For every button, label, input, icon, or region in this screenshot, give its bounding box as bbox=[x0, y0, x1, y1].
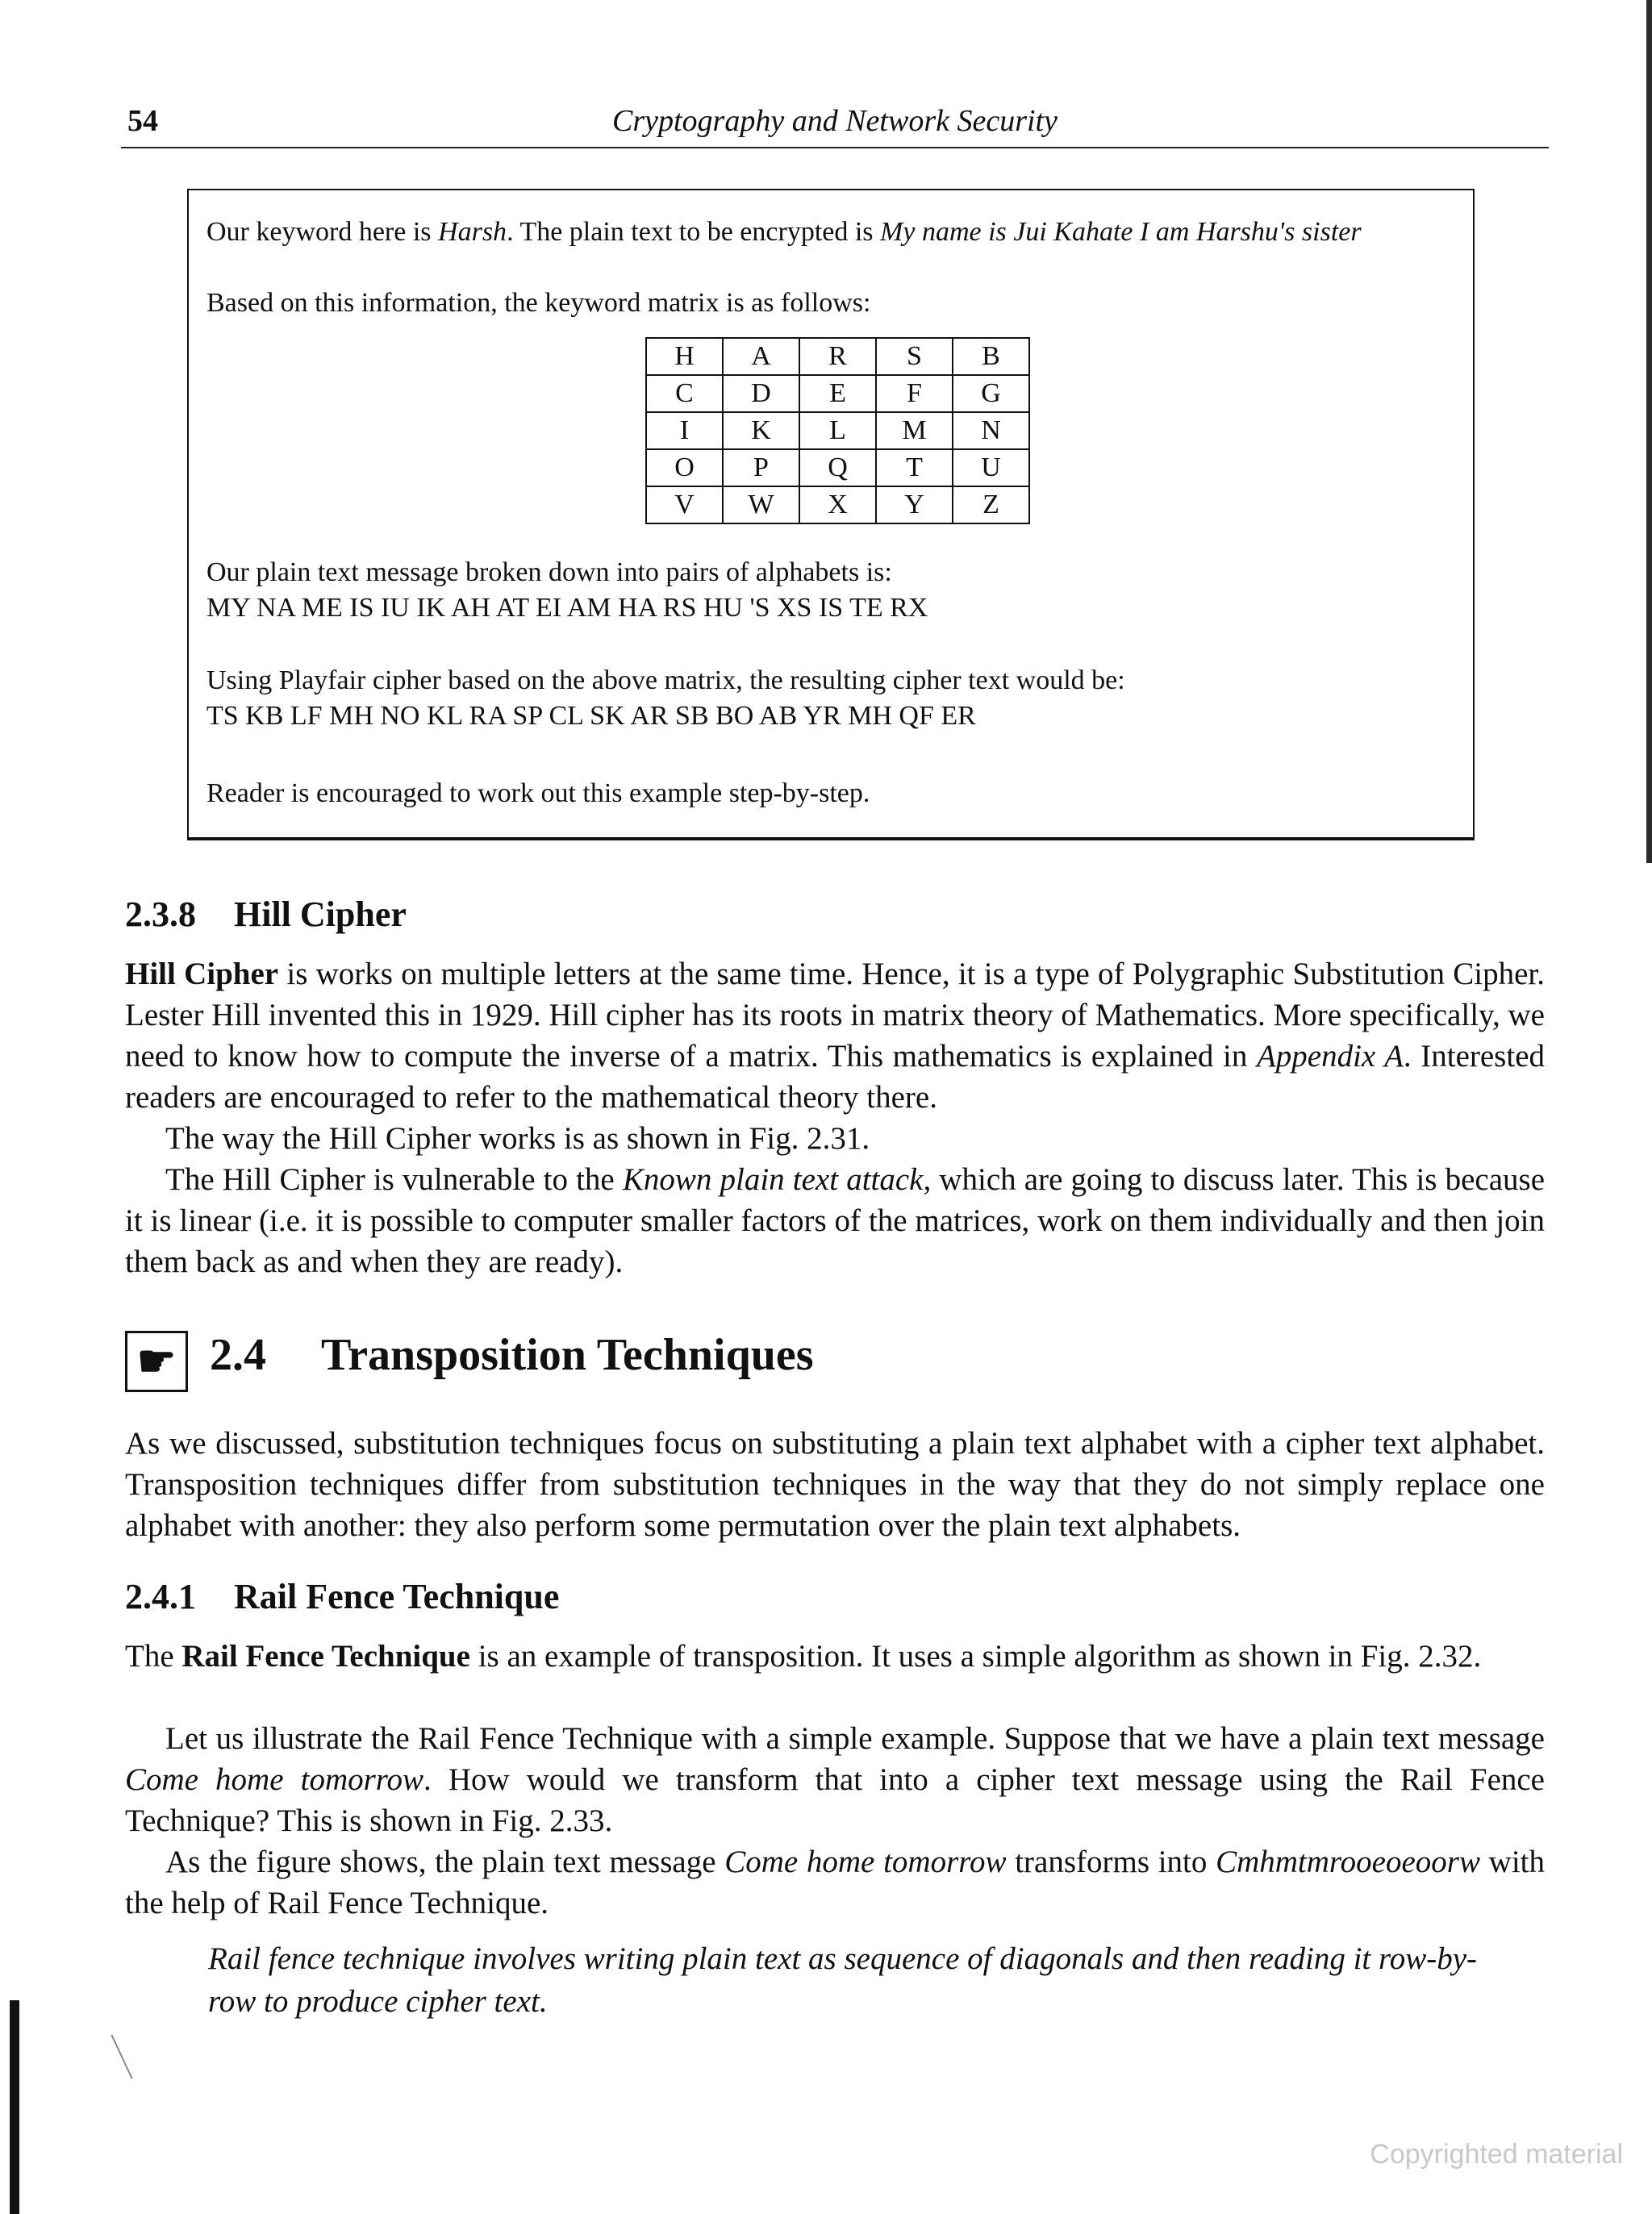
matrix-cell: P bbox=[723, 449, 799, 486]
matrix-cell: Y bbox=[876, 486, 953, 523]
scan-edge-right bbox=[1646, 0, 1652, 863]
hill-paragraph-3: The Hill Cipher is vulnerable to the Known plain text attack, which are going to discuss later. This is because it is linear (i.e. it is possible to computer smaller factors of the matrices, work on them individually and then join them back as and when they are ready). bbox=[125, 1162, 1546, 1279]
page-number: 54 bbox=[127, 104, 158, 138]
matrix-cell: Q bbox=[799, 449, 876, 486]
matrix-cell: G bbox=[953, 375, 1029, 412]
matrix-intro: Based on this information, the keyword matrix is as follows: bbox=[206, 288, 871, 318]
matrix-cell: S bbox=[876, 338, 953, 375]
matrix-cell: C bbox=[646, 375, 723, 412]
matrix-cell: X bbox=[799, 486, 876, 523]
copyright-watermark: Copyrighted material bbox=[1370, 2139, 1623, 2170]
matrix-row bbox=[646, 412, 1029, 449]
matrix-cell: H bbox=[646, 338, 723, 375]
matrix-cell: A bbox=[723, 338, 799, 375]
pairs-intro: Our plain text message broken down into pairs of alphabets is: bbox=[206, 557, 892, 587]
matrix-cell: D bbox=[723, 375, 799, 412]
matrix-cell: E bbox=[799, 375, 876, 412]
matrix-cell: L bbox=[799, 412, 876, 449]
matrix-cell: W bbox=[723, 486, 799, 523]
cipher-intro: Using Playfair cipher based on the above matrix, the resulting cipher text would be: bbox=[206, 665, 1125, 695]
matrix-cell: F bbox=[876, 375, 953, 412]
rail-fence-summary-note: Rail fence technique involves writing plain text as sequence of diagonals and then reading it row-by-row to produce cipher text. bbox=[208, 1941, 1478, 2019]
keyword-line: Our keyword here is Harsh. The plain text to be encrypted is My name is Jui Kahate I am Harshu's sister bbox=[206, 217, 1362, 247]
matrix-cell: K bbox=[723, 412, 799, 449]
playfair-example-box bbox=[187, 189, 1475, 840]
rail-paragraph-3: As the figure shows, the plain text message Come home tomorrow transforms into Cmhmtmrooeoeoorw with the help of Rail Fence Technique. bbox=[125, 1845, 1546, 1920]
hand-pointer-icon: ☛ bbox=[125, 1331, 188, 1392]
rail-paragraph-2: Let us illustrate the Rail Fence Technique with a simple example. Suppose that we have a plain text message Come home tomorrow. How would we transform that into a cipher text message using the Rail Fence Technique? This is shown in Fig. 2.33. bbox=[125, 1721, 1545, 1838]
plain-text-example: My name is Jui Kahate I am Harshu's sister bbox=[880, 217, 1362, 247]
cipher-text-pairs: TS KB LF MH NO KL RA SP CL SK AR SB BO AB YR MH QF ER bbox=[206, 701, 976, 731]
rail-paragraph-1: The Rail Fence Technique is an example of transposition. It uses a simple algorithm as shown in Fig. 2.32. bbox=[125, 1639, 1482, 1674]
section-heading-rail-fence: 2.4.1 Rail Fence Technique bbox=[125, 1577, 560, 1616]
hill-paragraph-2: The way the Hill Cipher works is as shown in Fig. 2.31. bbox=[165, 1121, 870, 1156]
matrix-cell: U bbox=[953, 449, 1029, 486]
matrix-cell: V bbox=[646, 486, 723, 523]
matrix-cell: I bbox=[646, 412, 723, 449]
matrix-row bbox=[646, 375, 1029, 412]
hill-paragraph-1: Hill Cipher is works on multiple letters at the same time. Hence, it is a type of Polygraphic Substitution Cipher. Lester Hill invented this in 1929. Hill cipher has its roots in matrix theory of Mathematics. More specifically, we need to know how to compute the inverse of a matrix. This mathematics is explained in Appendix A. Interested readers are encouraged to refer to the mathematical theory there. bbox=[125, 957, 1546, 1115]
matrix-cell: B bbox=[953, 338, 1029, 375]
scan-stray-mark bbox=[111, 2034, 132, 2078]
matrix-row bbox=[646, 338, 1029, 375]
matrix-cell: M bbox=[876, 412, 953, 449]
keyword-matrix bbox=[645, 337, 1030, 524]
book-title: Cryptography and Network Security bbox=[612, 104, 1058, 138]
matrix-cell: O bbox=[646, 449, 723, 486]
matrix-row bbox=[646, 449, 1029, 486]
matrix-cell: R bbox=[799, 338, 876, 375]
closing-note: Reader is encouraged to work out this example step-by-step. bbox=[206, 778, 870, 808]
scan-edge-left bbox=[10, 2000, 19, 2214]
matrix-cell: T bbox=[876, 449, 953, 486]
keyword: Harsh bbox=[438, 217, 507, 247]
matrix-cell: N bbox=[953, 412, 1029, 449]
section-heading-hill-cipher: 2.3.8 Hill Cipher bbox=[125, 894, 407, 934]
book-page: 54 Cryptography and Network Security Our keyword here is Harsh. The plain text to be encrypted is My name is Jui Kahate I am Harshu's sister Based on this information, the keyword matrix is as follows: H A R S B C D E F G I K L M N O P Q T U V W X Y Z Our plain text message broken down into pairs of alphabets is: MY NA ME IS IU IK AH AT EI AM HA RS HU 'S XS IS TE RX Using Playfair cipher based on the above matrix, the resulting cipher text would be: TS KB LF MH NO KL RA SP CL SK AR SB BO AB YR MH QF ER Reader is encouraged to work out this example step-by-step. 2.3.8 Hill Cipher Hill Cipher is works on multiple letters at the same time. Hence, it is a type of Polygraphic Substitution Cipher. Lester Hill invented this in 1929. Hill cipher has its roots in matrix theory of Mathematics. More specifically, we need to know how to compute the inverse of a matrix. This mathematics is explained in Appendix A. Interested readers are encouraged to refer to the mathematical theory there. The way the Hill Cipher works is as shown in Fig. 2.31. The Hill Cipher is vulnerable to the Known plain text attack, which are going to discuss later. This is because it is linear (i.e. it is possible to computer smaller factors of the matrices, work on them individually and then join them back as and when they are ready). ☛ 2.4 Transposition Techniques As we discussed, substitution techniques focus on substituting a plain text alphabet with a cipher text alphabet. Transposition techniques differ from substitution techniques in the way that they do not simply replace one alphabet with another: they also perform some permutation over the plain text alphabets. 2.4.1 Rail Fence Technique The Rail Fence Technique is an example of transposition. It uses a simple algorithm as shown in Fig. 2.32. Let us illustrate the Rail Fence Technique with a simple example. Suppose that we have a plain text message Come home tomorrow. How would we transform that into a cipher text message using the Rail Fence Technique? This is shown in Fig. 2.33. As the figure shows, the plain text message Come home tomorrow transforms into Cmhmtmrooeoeoorw with the help of Rail Fence Technique. Rail fence technique involves writing plain text as sequence of diagonals and then reading it row-by-row to produce cipher text. Copyrighted material bbox=[0, 0, 1652, 2214]
matrix-cell: Z bbox=[953, 486, 1029, 523]
plain-text-pairs: MY NA ME IS IU IK AH AT EI AM HA RS HU 'S XS IS TE RX bbox=[206, 593, 928, 623]
running-header bbox=[121, 97, 1549, 148]
matrix-row bbox=[646, 486, 1029, 523]
transposition-paragraph: As we discussed, substitution techniques focus on substituting a plain text alphabet with a cipher text alphabet. Transposition techniques differ from substitution techniques in the way that they do not simply replace one alphabet with another: they also perform some permutation over the plain text alphabets. bbox=[125, 1426, 1545, 1543]
